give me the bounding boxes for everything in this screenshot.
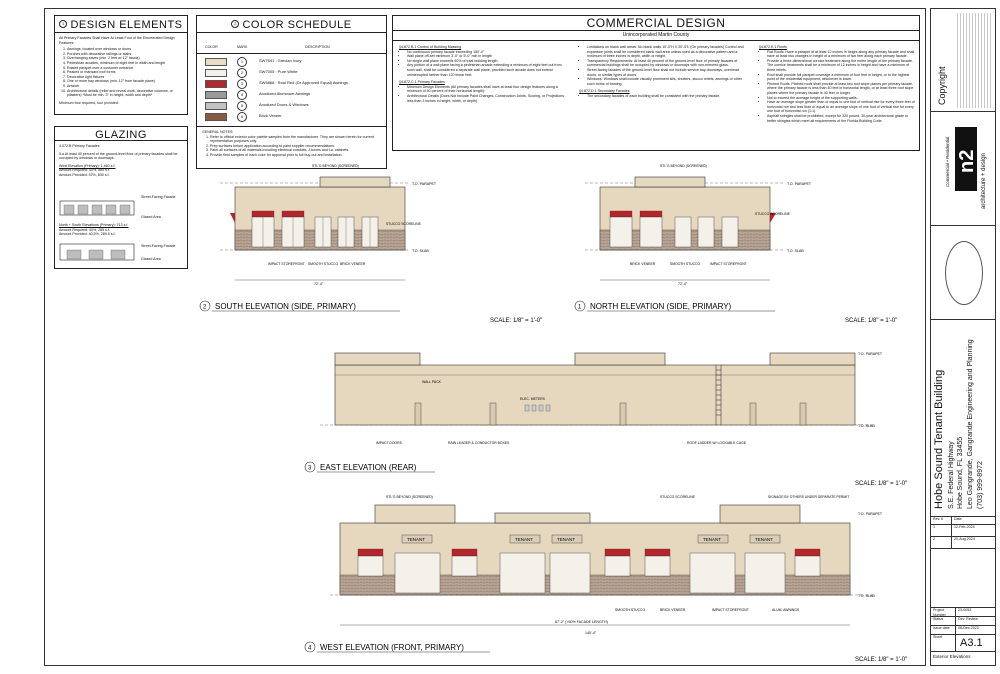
- primary-facade-item: • Architectural Details (Does Not Include Paint Changes, Construction Joints, Scoring, or Projections less than 3 inches in height, width, or depth): [407, 94, 564, 103]
- south-impact-storefront: IMPACT STOREFRONT: [268, 262, 305, 266]
- glazing-west-required: Amount Required: 40%, 580 s.f.: [59, 168, 110, 173]
- west-num: 4: [308, 645, 312, 652]
- design-element-item: 3. Overhanging eaves (min. 2 feet w/ 12" fascia): [67, 56, 183, 61]
- west-elevation: [330, 495, 883, 635]
- east-title: [305, 462, 907, 487]
- color-mark: 1: [237, 57, 247, 67]
- west-dim2: 67'-2" (>50% FACADE LENGTH): [555, 620, 608, 624]
- color-schedule-title: COLOR SCHEDULE: [242, 19, 352, 31]
- roof-item: • Have an average slope greater than or equal to one foot of vertical rise for every three feet of horizontal run and less than or equal to an average slope of one foot of vertical rise for every one foot of horizontal run (1:1).: [767, 100, 915, 114]
- color-swatch: [205, 113, 227, 121]
- rev2-date: 20-Aug-2024: [954, 537, 975, 541]
- north-stl-beyond: STL'G BEYOND (SCREENED): [660, 164, 707, 168]
- color-rows: [197, 54, 386, 127]
- north-num: 1: [578, 304, 582, 311]
- color-schedule-panel: [196, 15, 387, 169]
- north-title: [575, 301, 897, 324]
- rev1-date: 12-Feb-2024: [954, 525, 975, 529]
- west-title: [305, 642, 907, 663]
- project-name: Hobe Sound Tenant Building: [933, 369, 945, 509]
- color-swatch: [205, 69, 227, 77]
- west-alum-awnings: ALUM. AWNINGS: [772, 608, 800, 612]
- design-element-item: 4. Pedestrian arcades, minimum of eight feet in width and length: [67, 61, 183, 66]
- west-tenant-4: TENANT: [703, 537, 721, 542]
- title-block: [930, 8, 996, 666]
- glazing-west-diagram: [59, 199, 135, 217]
- west-impact-storefront: IMPACT STOREFRONT: [712, 608, 749, 612]
- west-scale: SCALE: 1/8" = 1'-0": [855, 657, 908, 663]
- color-description: SW7005 : Pure White: [259, 69, 298, 74]
- roofs-title: §4.872.E.1 Roofs: [759, 45, 787, 49]
- east-to-slab: T.O. SLAB: [858, 424, 875, 428]
- massing-item: • Wall plane off-set minimum 3'-0" or 5'-0" min in length: [407, 54, 564, 59]
- color-description: SW6868 : Real Red (Or Approved Equal) Awnings: [259, 80, 348, 85]
- north-smooth-stucco: SMOOTH STUCCO: [670, 262, 701, 266]
- design-element-item: 8. One or more bay windows (min. 12" from facade plane): [67, 79, 183, 84]
- south-smooth-stucco: SMOOTH STUCCO: [308, 262, 339, 266]
- south-brick-veneer: BRICK VENEER: [340, 262, 366, 266]
- color-col-header: COLOR: [205, 45, 218, 49]
- color-note-item: 1. Refer to official exterior color palette samples from the manufacturer. They are shown herein for current representation purposes only.: [210, 135, 381, 144]
- color-swatch: [205, 91, 227, 99]
- north-to-parapet: T.O. PARAPET: [787, 182, 812, 186]
- sheet-label: Sheet: [931, 635, 956, 651]
- project-address2: Hobe Sound, FL 33455: [957, 436, 964, 509]
- sheet-title: Exterior Elevations: [933, 654, 971, 659]
- glazing-north-heading: North + South Elevations (Primary): 713 s.f.: [59, 223, 129, 227]
- color-mark: 4: [237, 90, 247, 100]
- north-stucco-scoreline: STUCCO SCORELINE: [755, 212, 790, 216]
- massing-item: • Any portion of a wall plane facing a pedestrian arcade extending a minimum of eight feet out from such wall, shall be considered a separate wall plane, provided such arcade does not extend uninterrupted farther than 120 linear feet.: [407, 63, 564, 77]
- color-notes-title: GENERAL NOTES:: [202, 130, 234, 134]
- west-brick-veneer: BRICK VENEER: [660, 608, 686, 612]
- glazing-north-required: Amount Required: 40%, 285 s.f.: [59, 227, 110, 232]
- secondary-facades-list: [579, 94, 744, 99]
- color-swatch: [205, 80, 227, 88]
- design-element-item: 9. Artwork: [67, 84, 183, 89]
- color-description: Anodized Aluminum Awnings: [259, 91, 311, 96]
- north-label: NORTH ELEVATION (SIDE, PRIMARY): [590, 302, 732, 311]
- color-mark: 3: [237, 79, 247, 89]
- design-elements-panel: [54, 15, 188, 115]
- roofs-list: [759, 50, 915, 124]
- glazing-north-provided: Amount Provided: 40.5%, 289.5 s.f.: [59, 232, 116, 237]
- massing-item: • No single wall plane exceeds 60% of total building length: [407, 59, 564, 64]
- north-to-slab: T.O. SLAB: [787, 249, 804, 253]
- copyright-text: Copyright: [937, 66, 947, 105]
- client-name: Leo Gangrande, Gangrande Engineering and Planning: [967, 339, 974, 509]
- massing-title: §4.872.B.1 Control of Building Massing: [399, 45, 462, 49]
- design-element-item: 10. Architectural details (relief and reveal work, decorative columns, or pilasters) *Must be min. 3" in height, width and depth*: [67, 89, 183, 98]
- color-mark: 5: [237, 101, 247, 111]
- design-elements-header: [55, 16, 187, 33]
- blank-wall-item: • Street-facing facades of the ground-level floor shall not include service bay doorways, overhead doors, or similar types of doors.: [587, 68, 744, 77]
- east-rain-leader: RAIN LEADER & CONDUCTOR BOXES: [448, 441, 510, 445]
- design-element-item: 7. Decorative light fixtures: [67, 75, 183, 80]
- glazing-header: [55, 127, 187, 141]
- blank-wall-item: • Transparency Requirements: At least 40 percent of the ground-level floor of primary facades of commercial buildings shall be occupied by windows or doorways with non-mirrored glass.: [587, 59, 744, 68]
- client-phone: (703) 999-8972: [977, 461, 984, 509]
- south-dim: 72'-4": [314, 282, 324, 286]
- massing-item: • No continuous primary facade exceeding 150'-0": [407, 50, 564, 55]
- east-roof-ladder: ROOF LADDER W/ LOCKABLE CAGE: [687, 441, 746, 445]
- roof-item: • Flat Roofs: Have a parapet of at least 12 inches in height along any primary facade and shall have at least two changes in height of a minimum of two feet along each primary facade.: [767, 50, 915, 59]
- project-number: 23-0053: [958, 608, 972, 612]
- sheet-number: A3.1: [960, 637, 983, 649]
- rev2-num: 2: [931, 537, 952, 548]
- commercial-design-title: COMMERCIAL DESIGN: [586, 16, 726, 30]
- primary-facade-item: • Minimum Design Elements (All primary facades shall have at least four design features along a minimum of 50 percent of their horizontal length):: [407, 85, 564, 94]
- west-to-slab: T.O. SLAB: [858, 594, 875, 598]
- west-signage: SIGNAGE BY OTHERS UNDER SEPARATE PERMIT: [768, 495, 850, 499]
- status-label: Status: [931, 617, 956, 625]
- design-element-item: 1. Awnings, located over windows or doors: [67, 47, 183, 52]
- east-num: 3: [308, 465, 312, 472]
- color-swatch: [205, 102, 227, 110]
- south-to-slab: T.O. SLAB: [412, 249, 429, 253]
- north-brick-veneer: BRICK VENEER: [630, 262, 656, 266]
- rev-head-num: Rev. #: [931, 517, 952, 524]
- secondary-facade-item: • The secondary facades of each building shall be consistent with the primary facade.: [587, 94, 744, 99]
- elevations-drawing: [190, 155, 928, 665]
- north-scale: SCALE: 1/8" = 1'-0": [845, 318, 898, 324]
- east-to-parapet: T.O. PARAPET: [858, 352, 883, 356]
- glazing-intro: 5.a At least 40 percent of the ground-level floor of primary facades shall be occupied by windows or doorways.: [59, 151, 178, 161]
- section-marker-icon: 1: [59, 20, 67, 28]
- status-value: Dev. Review: [958, 617, 978, 621]
- east-scale: SCALE: 1/8" = 1'-0": [855, 481, 908, 487]
- design-element-item: 5. Raised parapet over a customer entrance: [67, 66, 183, 71]
- glazing-north-label-glazed: Glazed Area: [141, 257, 161, 261]
- south-num: 2: [203, 304, 207, 311]
- color-mark: 6: [237, 112, 247, 122]
- south-scale: SCALE: 1/8" = 1'-0": [490, 318, 543, 324]
- south-stucco-scoreline: STUCCO SCORELINE: [386, 222, 421, 226]
- color-description: SW7541 : Grecian Ivory: [259, 58, 302, 63]
- color-mark: 2: [237, 68, 247, 78]
- east-label: EAST ELEVATION (REAR): [320, 463, 417, 472]
- north-dim: 72'-4": [678, 282, 688, 286]
- issue-date: 08-Dec-2023: [958, 626, 979, 630]
- mark-col-header: MARK: [237, 45, 248, 49]
- west-tenant-3: TENANT: [557, 537, 575, 542]
- rev-head-date: Date: [954, 517, 962, 521]
- rev1-num: 1: [931, 525, 952, 536]
- copyright-fineprint: [957, 13, 991, 108]
- firm-type: Commercial • Residential: [945, 136, 950, 187]
- design-element-item: 2. Porches with decorative railings or stairs: [67, 52, 183, 57]
- color-description: Brick Veneer: [259, 113, 282, 118]
- west-tenant-5: TENANT: [755, 537, 773, 542]
- glazing-west-provided: Amount Provided: 57%, 830 s.f.: [59, 172, 110, 177]
- glazing-north-diagram: [59, 242, 135, 262]
- glazing-subtitle: 4.072.B Primary Facades: [59, 144, 100, 148]
- south-elevation: [220, 164, 437, 286]
- east-elevation: [320, 352, 883, 445]
- glazing-west-label-glazed: Glazed Area: [141, 215, 161, 219]
- design-elements-footer: Minimum four required, four provided:: [59, 100, 119, 105]
- commercial-design-subtitle: Unincorporated Martin County: [393, 31, 919, 41]
- west-stl-beyond: STL'G BEYOND (SCREENED): [386, 495, 433, 499]
- roof-item: • Not to exceed the average height of the supporting walls.: [767, 96, 915, 101]
- glazing-panel: [54, 126, 188, 269]
- west-to-parapet: T.O. PARAPET: [858, 512, 883, 516]
- glazing-west-label-facade: Street-Facing Facade: [141, 195, 176, 199]
- color-note-item: 3. Paint all surfaces of all materials including electrical conduits, J-boxes and t.a. cabinets.: [210, 148, 381, 153]
- desc-col-header: DESCRIPTION: [305, 45, 330, 49]
- roof-item: • Asphalt shingles shall be prohibited, except for 320 pound, 30-year architectural grade or better shingles which meet all requirements of the Florida Building Code.: [767, 114, 915, 123]
- west-label: WEST ELEVATION (FRONT, PRIMARY): [320, 643, 464, 652]
- blank-wall-list: [579, 45, 744, 86]
- south-to-parapet: T.O. PARAPET: [412, 182, 437, 186]
- design-elements-title: DESIGN ELEMENTS: [70, 19, 183, 31]
- blank-wall-item: • Windows: Windows shall include visually prominent sills, shutters, stucco reliefs, awnings or other such forms of framing.: [587, 77, 744, 86]
- issue-date-label: Issue date: [931, 626, 956, 634]
- commercial-design-panel: [392, 15, 920, 151]
- design-elements-intro: All Primary Facades Shall Have At Least Four of the Enumerated Design Features:: [59, 36, 175, 45]
- primary-facades-title: §4.872.C.1 Primary Facades: [399, 80, 445, 85]
- west-tenant-1: TENANT: [407, 537, 425, 542]
- roof-item: • Provide a three-dimensional cornice treatment along the entire length of the primary facade. The cornice treatments shall be a minimum of 12 inches in height and have a minimum of three reliefs.: [767, 59, 915, 73]
- massing-list: [399, 50, 564, 78]
- west-tenant-2: TENANT: [515, 537, 533, 542]
- design-elements-list: [59, 47, 183, 98]
- primary-facades-list: [399, 85, 564, 103]
- glazing-north-label-facade: Street-Facing Facade: [141, 244, 176, 248]
- color-note-item: 2. Prep surfaces before application according to paint supplier recommendations.: [210, 144, 381, 149]
- firm-tag: architecture + design: [981, 153, 987, 209]
- color-description: Anodized Doors & Windows: [259, 102, 309, 107]
- glazing-west-heading: West Elevation (Primary): 1,460 s.f.: [59, 163, 116, 168]
- roof-item: • Pitched Roofs: Pitched roofs shall provide at least two roof slope planes per primary facade, where the primary facade is less than 40 feet in horizontal length, or at least three roof slope planes where the primary facade is 40 feet or longer.: [767, 82, 915, 96]
- south-title: [200, 301, 542, 324]
- east-elec-meters: ELEC. METERS: [520, 397, 545, 401]
- west-smooth-stucco: SMOOTH STUCCO: [615, 608, 646, 612]
- section-marker-icon: 2: [231, 20, 239, 28]
- secondary-facades-title: §4.872.D.1 Secondary Facades: [579, 89, 630, 94]
- glazing-title: GLAZING: [95, 129, 147, 141]
- east-wall-pack: WALL PACK: [422, 380, 441, 384]
- color-note-item: 4. Provide field samples of each color for approval prior to full buy-out and installation.: [210, 153, 381, 158]
- commercial-design-header: [393, 16, 919, 31]
- seal-icon: [945, 241, 983, 305]
- design-element-item: 6. Peaked or mansard roof forms: [67, 70, 183, 75]
- project-number-label: Project Number: [931, 608, 956, 616]
- west-dim: 140'-4": [585, 631, 597, 635]
- project-address1: S.E. Federal Highway: [948, 441, 955, 509]
- south-label: SOUTH ELEVATION (SIDE, PRIMARY): [215, 302, 356, 311]
- west-stucco-scoreline: STUCCO SCORELINE: [660, 495, 695, 499]
- south-stl-beyond: STL'G BEYOND (SCREENED): [312, 164, 359, 168]
- color-swatch: [205, 58, 227, 66]
- blank-wall-item: • Limitations on blank wall areas: No blank walls 10'-0"H X 20'-0"L (On primary facades) Control and expansion joints shall be considered blank wall area unless used as a decorative pattern and a minimum of three inches in depth, width or height.: [587, 45, 744, 59]
- firm-logo: n2: [955, 127, 977, 191]
- north-impact-storefront: IMPACT STOREFRONT: [710, 262, 747, 266]
- east-impact-doors: IMPACT DOORS: [376, 441, 402, 445]
- roof-item: • Roof shall provide full parapet coverage a minimum of four feet in height, or to the highest point of the residential equipment, whichever is lower.: [767, 73, 915, 82]
- color-schedule-header: [197, 16, 386, 33]
- north-elevation: [585, 164, 812, 286]
